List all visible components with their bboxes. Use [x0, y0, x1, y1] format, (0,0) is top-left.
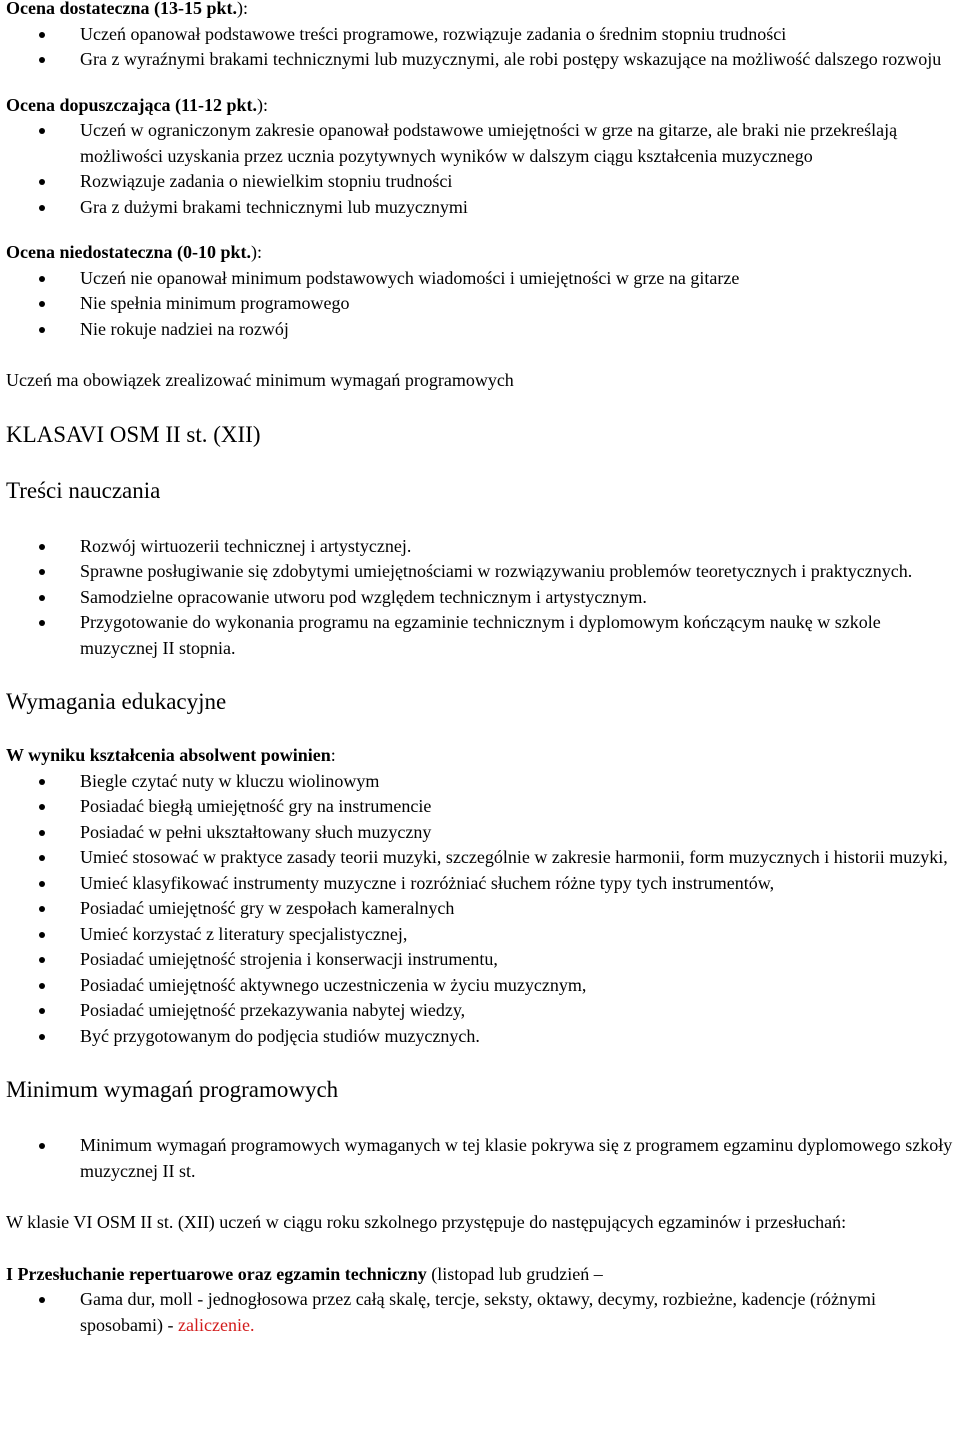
- heading-przesluchanie: I Przesłuchanie repertuarowe oraz egzamin techniczny (listopad lub grudzień –: [6, 1263, 603, 1284]
- bullet-icon: [39, 327, 45, 333]
- bullet-icon: [39, 301, 45, 307]
- list-item: Nie spełnia minimum programowego: [6, 291, 956, 317]
- list-przesluchanie: [6, 1287, 956, 1338]
- bullet-icon: [39, 906, 45, 912]
- obligation-text: Uczeń ma obowiązek zrealizować minimum wymagań programowych: [6, 370, 514, 390]
- bullet-icon: [39, 57, 45, 63]
- list-item: Umieć stosować w praktyce zasady teorii muzyki, szczególnie w zakresie harmonii, form muzycznych i historii muzyki,: [6, 845, 956, 871]
- list-dopuszczajaca: [6, 118, 956, 220]
- list-item: Gra z wyraźnymi brakami technicznymi lub muzycznymi, ale robi postępy wskazujące na możliwość dalszego rozwoju: [6, 47, 956, 73]
- bullet-icon: [39, 32, 45, 38]
- list-item: Samodzielne opracowanie utworu pod względem technicznym i artystycznym.: [6, 585, 956, 611]
- bullet-icon: [39, 620, 45, 626]
- list-minimum: [6, 1133, 956, 1184]
- heading-ocena-dopuszczajaca: Ocena dopuszczająca (11-12 pkt.):: [6, 94, 268, 115]
- list-item: Posiadać w pełni ukształtowany słuch muzyczny: [6, 820, 956, 846]
- list-item: Przygotowanie do wykonania programu na egzaminie technicznym i dyplomowym kończącym naukę w szkole muzycznej II stopnia.: [6, 610, 956, 661]
- bullet-icon: [39, 881, 45, 887]
- bullet-icon: [39, 569, 45, 575]
- list-item: Posiadać umiejętność aktywnego uczestniczenia w życiu muzycznym,: [6, 973, 956, 999]
- bullet-icon: [39, 1008, 45, 1014]
- list-item: Biegle czytać nuty w kluczu wiolinowym: [6, 769, 956, 795]
- list-item: Posiadać umiejętność gry w zespołach kameralnych: [6, 896, 956, 922]
- list-dostateczna: [6, 22, 956, 73]
- list-item: Rozwiązuje zadania o niewielkim stopniu trudności: [6, 169, 956, 195]
- bullet-icon: [39, 276, 45, 282]
- bullet-icon: [39, 128, 45, 134]
- list-item: Posiadać umiejętność strojenia i konserwacji instrumentu,: [6, 947, 956, 973]
- list-item: Posiadać umiejętność przekazywania nabytej wiedzy,: [6, 998, 956, 1024]
- bullet-icon: [39, 957, 45, 963]
- bullet-icon: [39, 830, 45, 836]
- list-item: Uczeń w ograniczonym zakresie opanował podstawowe umiejętności w grze na gitarze, ale braki nie przekreślają możliwości uzyskania przez ucznia pozytywnych wyników w dalszym ciągu kształcenia muzycznego: [6, 118, 956, 169]
- wymagania-intro: W wyniku kształcenia absolwent powinien:: [6, 745, 336, 765]
- bullet-icon: [39, 179, 45, 185]
- list-item: Posiadać biegłą umiejętność gry na instrumencie: [6, 794, 956, 820]
- heading-minimum-wymagan: Minimum wymagań programowych: [6, 1077, 339, 1102]
- bullet-icon: [39, 1297, 45, 1303]
- list-item: Sprawne posługiwanie się zdobytymi umiejętnościami w rozwiązywaniu problemów teoretycznych i praktycznych.: [6, 559, 956, 585]
- bullet-icon: [39, 1143, 45, 1149]
- heading-ocena-dostateczna: Ocena dostateczna (13-15 pkt.):: [6, 0, 248, 18]
- list-item: Uczeń nie opanował minimum podstawowych wiadomości i umiejętności w grze na gitarze: [6, 266, 956, 292]
- list-item: Umieć korzystać z literatury specjalistycznej,: [6, 922, 956, 948]
- list-item: Rozwój wirtuozerii technicznej i artystycznej.: [6, 534, 956, 560]
- list-item: Minimum wymagań programowych wymaganych w tej klasie pokrywa się z programem egzaminu dyplomowego szkoły muzycznej II st.: [6, 1133, 956, 1184]
- bullet-icon: [39, 595, 45, 601]
- list-item: Gama dur, moll - jednogłosowa przez całą skalę, tercje, seksty, oktawy, decymy, rozbieżne, kadencje (różnymi sposobami) - zaliczenie.: [6, 1287, 956, 1338]
- bullet-icon: [39, 1034, 45, 1040]
- list-item: Umieć klasyfikować instrumenty muzyczne i rozróżniać słuchem różne typy tych instrumentów,: [6, 871, 956, 897]
- class-heading: KLASAVI OSM II st. (XII): [6, 421, 261, 447]
- document-page: [6, 0, 956, 1338]
- list-wymagania: [6, 769, 956, 1050]
- bullet-icon: [39, 983, 45, 989]
- list-item: Gra z dużymi brakami technicznymi lub muzycznymi: [6, 195, 956, 221]
- list-niedostateczna: [6, 266, 956, 343]
- bullet-icon: [39, 855, 45, 861]
- heading-ocena-niedostateczna: Ocena niedostateczna (0-10 pkt.):: [6, 242, 262, 262]
- zaliczenie-label: zaliczenie.: [178, 1314, 255, 1335]
- list-item: Uczeń opanował podstawowe treści programowe, rozwiązuje zadania o średnim stopniu trudności: [6, 22, 956, 48]
- list-tresci: [6, 534, 956, 662]
- heading-tresci-nauczania: Treści nauczania: [6, 477, 161, 503]
- heading-wymagania-edukacyjne: Wymagania edukacyjne: [6, 689, 227, 714]
- list-item: Nie rokuje nadziei na rozwój: [6, 317, 956, 343]
- bullet-icon: [39, 544, 45, 550]
- bullet-icon: [39, 779, 45, 785]
- bullet-icon: [39, 932, 45, 938]
- bullet-icon: [39, 205, 45, 211]
- exams-paragraph: W klasie VI OSM II st. (XII) uczeń w ciągu roku szkolnego przystępuje do następujących egzaminów i przesłuchań:: [6, 1212, 847, 1232]
- bullet-icon: [39, 804, 45, 810]
- list-item: Być przygotowanym do podjęcia studiów muzycznych.: [6, 1024, 956, 1050]
